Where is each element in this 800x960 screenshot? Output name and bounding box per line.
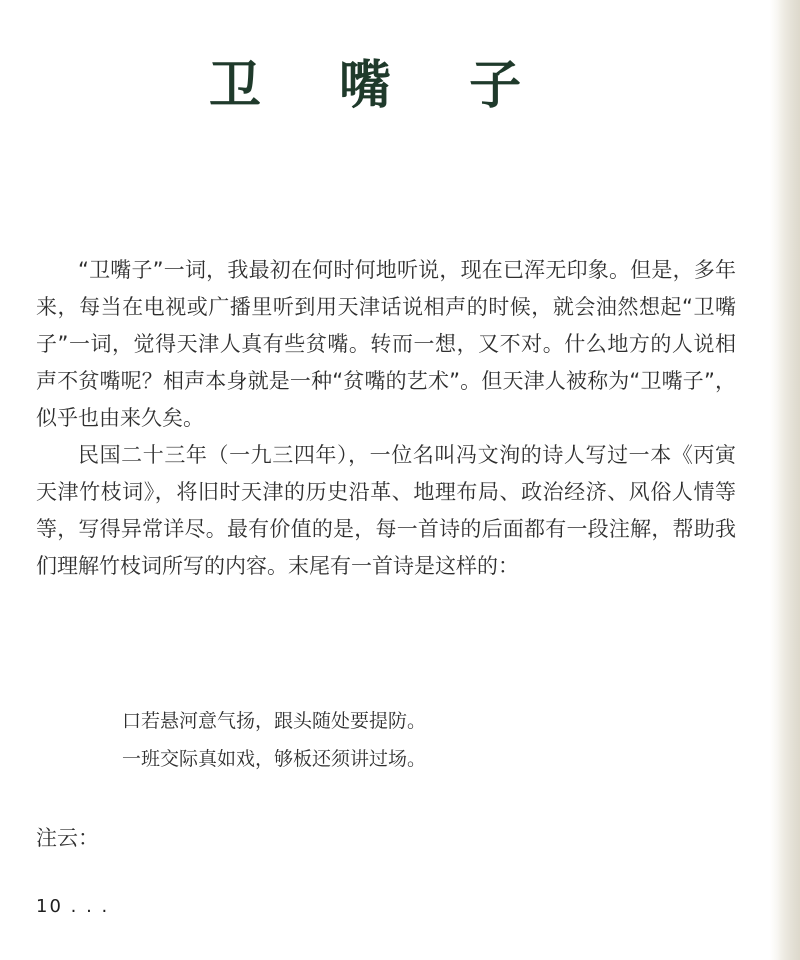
poem-line: 一班交际真如戏，够板还须讲过场。 [122, 748, 427, 770]
paragraph: “卫嘴子”一词，我最初在何时何地听说，现在已浑无印象。但是，多年来，每当在电视或广播里听到用天津话说相声的时候，就会油然想起“卫嘴子”一词，觉得天津人真有些贫嘴。转而一想，又不对。什么地方的人说相声不贫嘴呢？相声本身就是一种“贫嘴的艺术”。但天津人被称为“卫嘴子”，似乎也由来久矣。 [36, 258, 736, 430]
poem-line: 口若悬河意气扬，跟头随处要提防。 [122, 710, 427, 732]
body-text [36, 252, 736, 585]
page-title: 卫 嘴 子 [208, 55, 552, 116]
page-number: 10 . . . [36, 896, 110, 917]
paragraph: 民国二十三年（一九三四年），一位名叫冯文洵的诗人写过一本《丙寅天津竹枝词》，将旧时天津的历史沿革、地理布局、政治经济、风俗人情等等，写得异常详尽。最有价值的是，每一首诗的后面都有一段注解，帮助我们理解竹枝词所写的内容。末尾有一首诗是这样的： [36, 443, 736, 578]
poem-block [122, 702, 426, 778]
page-binding-shadow [778, 0, 800, 960]
note-label: 注云： [36, 826, 99, 850]
